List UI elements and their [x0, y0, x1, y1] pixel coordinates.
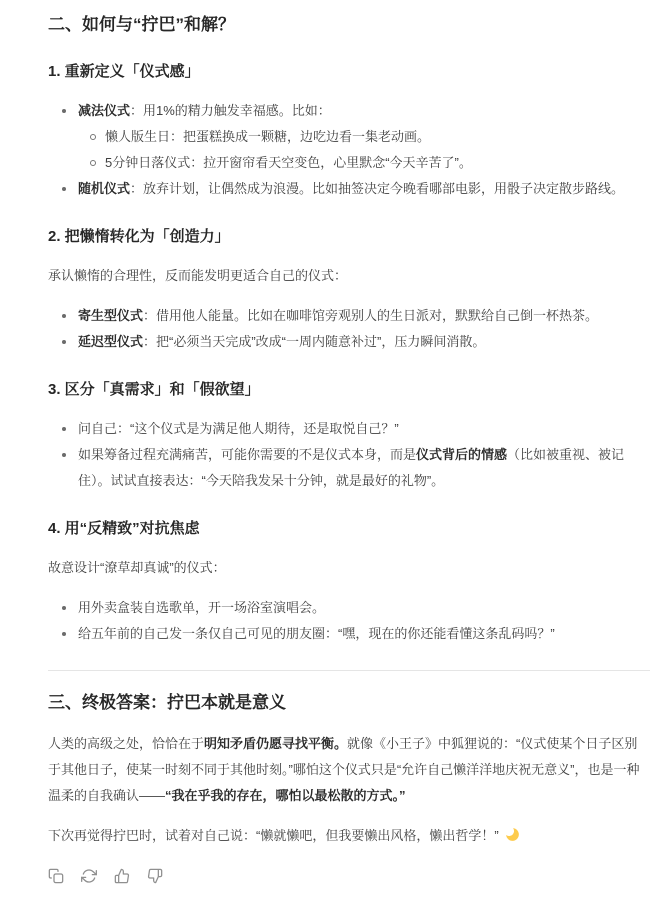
bullet-text: ：用1%的精力触发幸福感。比如：	[130, 103, 331, 118]
section1-sublist	[78, 124, 650, 176]
copy-button[interactable]	[48, 868, 64, 884]
closing-paragraph	[48, 731, 650, 809]
list-item	[78, 621, 650, 647]
part3-title: 三、终极答案：拧巴本就是意义	[48, 693, 286, 712]
list-item	[105, 124, 650, 150]
list-item	[78, 329, 650, 355]
closing-emphasis: “我在乎我的存在，哪怕以最松散的方式。”	[165, 788, 406, 803]
bullet-text: （比如被重视、被记住）。试试直接表达：“今天陪我发呆十分钟，就是最好的礼物”。	[78, 447, 625, 488]
section1-list	[48, 98, 650, 202]
section3-heading: 3. 区分「真需求」和「假欲望」	[48, 381, 260, 398]
section3-list	[48, 416, 650, 494]
regenerate-icon	[81, 868, 97, 884]
section4-list	[48, 595, 650, 647]
bullet-label: 延迟型仪式	[78, 334, 144, 349]
section4-heading: 4. 用“反精致”对抗焦虑	[48, 520, 200, 537]
bullet-label: 减法仪式	[78, 103, 131, 118]
thumbs-up-button[interactable]	[114, 868, 130, 884]
section4-intro: 故意设计“潦草却真诚”的仪式：	[48, 560, 226, 575]
bullet-emphasis: 仪式背后的情感	[416, 447, 508, 462]
bullet-text: ：放弃计划，让偶然成为浪漫。比如抽签决定今晚看哪部电影，用骰子决定散步路线。	[130, 181, 625, 196]
bullet-text: ：借用他人能量。比如在咖啡馆旁观别人的生日派对，默默给自己倒一杯热茶。	[143, 308, 599, 323]
list-item	[78, 303, 650, 329]
regenerate-button[interactable]	[81, 868, 97, 884]
section2-heading: 2. 把懒惰转化为「创造力」	[48, 228, 230, 245]
closing-emphasis: 明知矛盾仍愿寻找平衡。	[204, 736, 348, 751]
list-item	[78, 176, 650, 202]
final-text: 下次再觉得拧巴时，试着对自己说：“懒就懒吧，但我要懒出风格，懒出哲学！”	[48, 828, 499, 843]
message-toolbar	[48, 866, 650, 896]
bullet-label: 随机仪式	[78, 181, 131, 196]
bullet-text: ：把“必须当天完成”改成“一周内随意补过”，压力瞬间消散。	[143, 334, 486, 349]
bullet-label: 寄生型仪式	[78, 308, 144, 323]
thumbs-down-icon	[147, 868, 163, 884]
list-item	[105, 150, 650, 176]
list-item	[78, 416, 650, 442]
closing-text: 就像《小王子》中狐狸说的：“仪式使某个日子区别于其他日子，使某一时刻不同于其他时刻。”哪怕这个仪式只是“允许自己懒洋洋地庆祝无意义”，也是一种温柔的自我确认——	[48, 736, 640, 803]
section1-heading: 1. 重新定义「仪式感」	[48, 63, 200, 80]
thumbs-down-button[interactable]	[147, 868, 163, 884]
bullet-text: 给五年前的自己发一条仅自己可见的朋友圈：“嘿，现在的你还能看懂这条乱码吗？”	[78, 626, 555, 641]
list-item	[78, 442, 650, 494]
bullet-text: 5分钟日落仪式：拉开窗帘看天空变色，心里默念“今天辛苦了”。	[105, 155, 472, 170]
section2-list	[48, 303, 650, 355]
bullet-text: 如果筹备过程充满痛苦，可能你需要的不是仪式本身，而是	[78, 447, 417, 462]
list-item	[78, 595, 650, 621]
final-line	[48, 823, 650, 852]
list-item	[78, 98, 650, 176]
bullet-text: 懒人版生日：把蛋糕换成一颗糖，边吃边看一集老动画。	[105, 129, 431, 144]
copy-icon	[48, 868, 64, 884]
bullet-text: 问自己：“这个仪式是为满足他人期待，还是取悦自己？”	[78, 421, 399, 436]
bullet-text: 用外卖盒装自选歌单，开一场浴室演唱会。	[78, 600, 326, 615]
section2-intro: 承认懒惰的合理性，反而能发明更适合自己的仪式：	[48, 268, 348, 283]
thumbs-up-icon	[114, 868, 130, 884]
part2-title: 二、如何与“拧巴”和解？	[48, 15, 235, 34]
closing-text: 人类的高级之处，恰恰在于	[48, 736, 205, 751]
moon-emoji	[504, 826, 521, 852]
section-divider	[48, 670, 650, 671]
